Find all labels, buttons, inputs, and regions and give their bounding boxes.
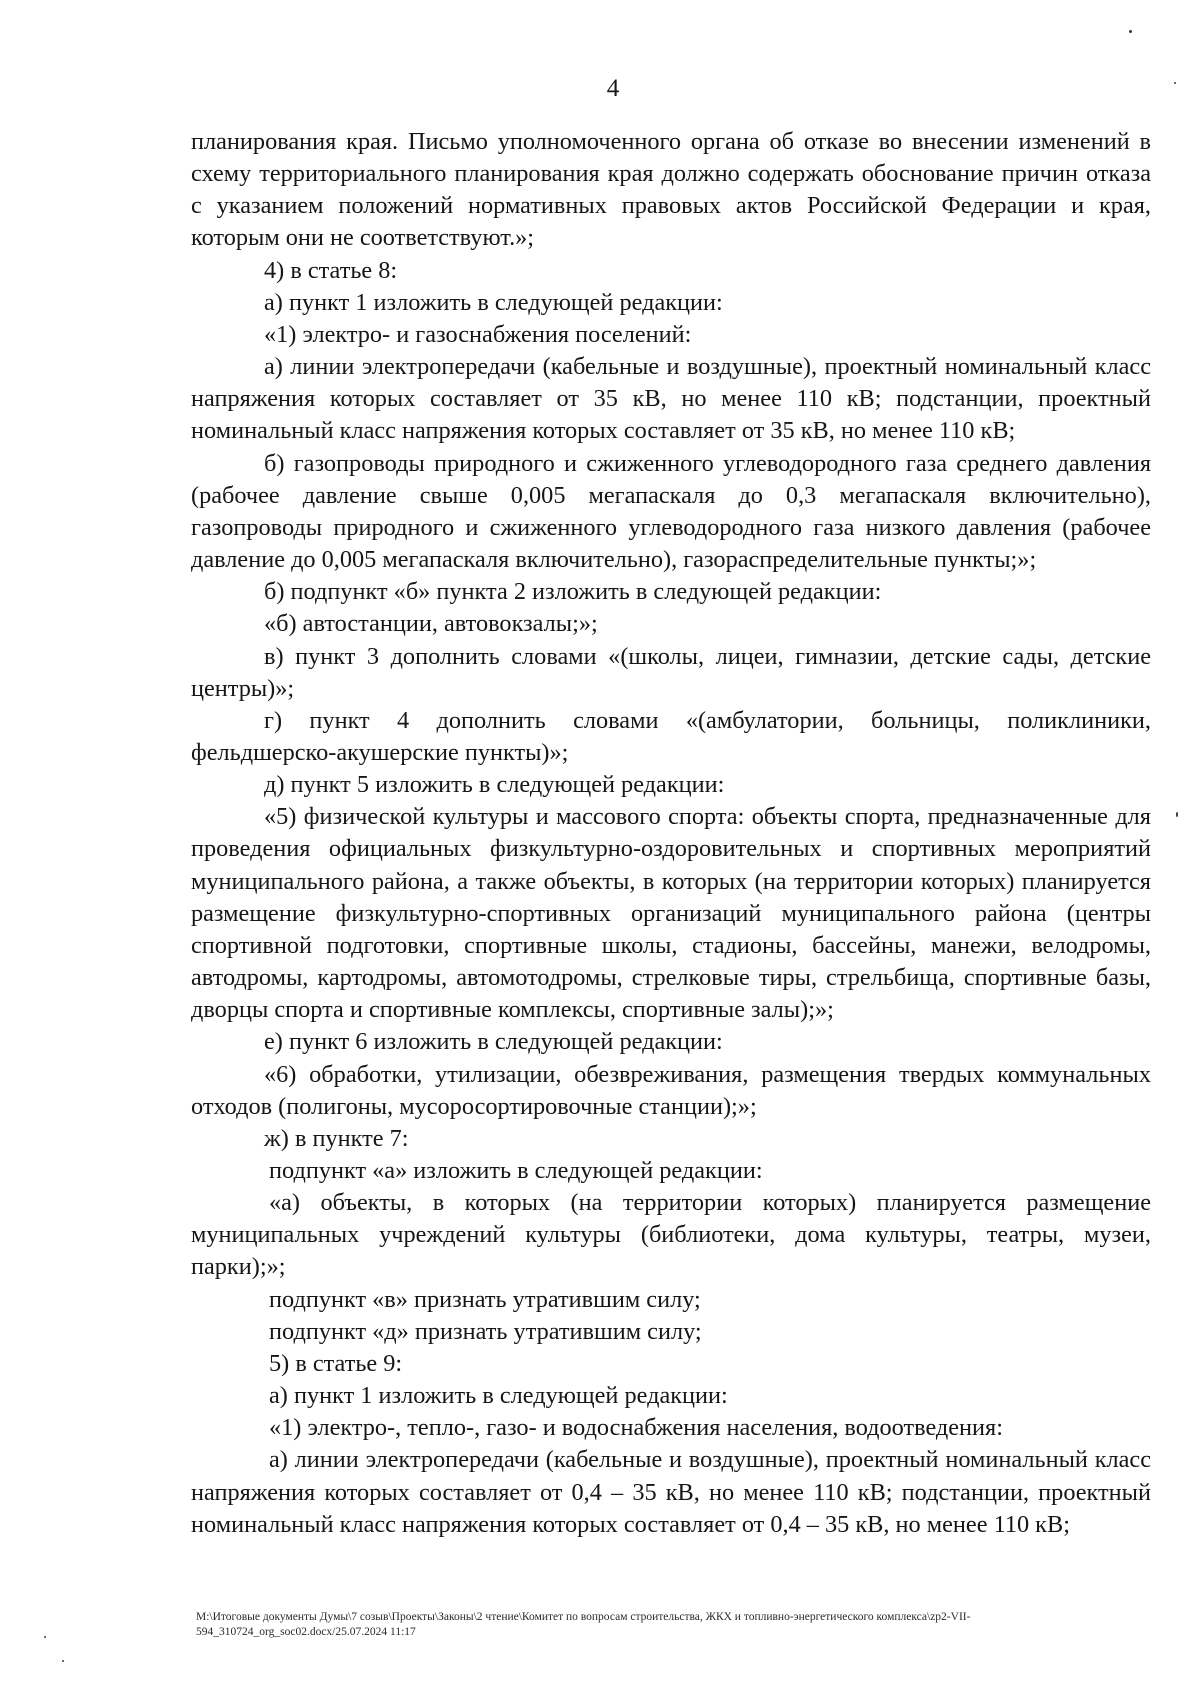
- scan-speck: [62, 1660, 64, 1662]
- paragraph: б) газопроводы природного и сжиженного углеводородного газа среднего давления (рабочее давление свыше 0,005 мегапаскаля до 0,3 мегапаскаля включительно), газопроводы природного и сжиженного углеводородного газа низкого давления (рабочее давление до 0,005 мегапаскаля включительно), газораспределительные пункты;»;: [191, 449, 1151, 574]
- paragraph: подпункт «а» изложить в следующей редакции:: [269, 1157, 763, 1184]
- paragraph: планирования края. Письмо уполномоченного органа об отказе во внесении изменений в схему территориального планирования края должно содержать обоснование причин отказа с указанием положений нормативных правовых актов Российской Федерации и края, которым они не соответствуют.»;: [191, 128, 1151, 252]
- scan-speck: [1174, 82, 1176, 84]
- paragraph: е) пункт 6 изложить в следующей редакции:: [264, 1028, 723, 1056]
- scan-speck: [1129, 30, 1132, 33]
- page-number: 4: [606, 75, 620, 102]
- paragraph: «1) электро-, тепло-, газо- и водоснабжения населения, водоотведения:: [269, 1414, 1003, 1442]
- paragraph: «6) обработки, утилизации, обезвреживания, размещения твердых коммунальных отходов (полигоны, мусоросортировочные станции);»;: [191, 1060, 1151, 1120]
- scan-speck: [44, 1636, 46, 1638]
- paragraph: 5) в статье 9:: [269, 1349, 403, 1377]
- paragraph: б) подпункт «б» пункта 2 изложить в следующей редакции:: [264, 578, 882, 606]
- paragraph: подпункт «в» признать утратившим силу;: [269, 1285, 701, 1313]
- paragraph: «1) электро- и газоснабжения поселений:: [264, 320, 692, 348]
- paragraph: а) линии электропередачи (кабельные и воздушные), проектный номинальный класс напряжения которых составляет от 0,4 – 35 кВ, но менее 110 кВ; подстанции, проектный номинальный класс напряжения которых составляет от 0,4 – 35 кВ, но менее 110 кВ;: [191, 1446, 1151, 1538]
- paragraph: «б) автостанции, автовокзалы;»;: [264, 610, 598, 638]
- paragraph: а) пункт 1 изложить в следующей редакции:: [269, 1382, 728, 1410]
- paragraph: а) линии электропередачи (кабельные и воздушные), проектный номинальный класс напряжения которых составляет от 35 кВ, но менее 110 кВ; подстанции, проектный номинальный класс напряжения которых составляет от 35 кВ, но менее 110 кВ;: [191, 353, 1151, 445]
- paragraph: г) пункт 4 дополнить словами «(амбулатории, больницы, поликлиники, фельдшерско-акушерские пункты)»;: [191, 706, 1151, 766]
- paragraph: «5) физической культуры и массового спорта: объекты спорта, предназначенные для проведения официальных физкультурно-оздоровительных и спортивных мероприятий муниципального района, а также объекты, в которых (на территории которых) планируется размещение физкультурно-спортивных организаций муниципального района (центры спортивной подготовки, спортивные школы, стадионы, бассейны, манежи, велодромы, автодромы, картодромы, автомотодромы, стрелковые тиры, стрельбища, спортивные базы, дворцы спорта и спортивные комплексы, спортивные залы);»;: [191, 803, 1151, 1024]
- paragraph: ж) в пункте 7:: [264, 1124, 409, 1152]
- paragraph: а) пункт 1 изложить в следующей редакции:: [264, 288, 723, 316]
- paragraph: 4) в статье 8:: [264, 256, 398, 284]
- paragraph: подпункт «д» признать утратившим силу;: [269, 1317, 702, 1345]
- scan-speck: [1176, 812, 1178, 817]
- paragraph: в) пункт 3 дополнить словами «(школы, лицеи, гимназии, детские сады, детские центры)»;: [191, 642, 1151, 702]
- document-body: [191, 126, 1151, 1541]
- paragraph: д) пункт 5 изложить в следующей редакции:: [264, 771, 725, 799]
- paragraph: «а) объекты, в которых (на территории которых) планируется размещение муниципальных учреждений культуры (библиотеки, дома культуры, театры, музеи, парки);»;: [191, 1189, 1151, 1281]
- footer-file-path: M:\Итоговые документы Думы\7 созыв\Проекты\Законы\2 чтение\Комитет по вопросам строительства, ЖКХ и топливно-энергетического комплекса\zp2-VII-594_310724_org_soc02.docx/25.07.2024 11:17: [196, 1611, 971, 1638]
